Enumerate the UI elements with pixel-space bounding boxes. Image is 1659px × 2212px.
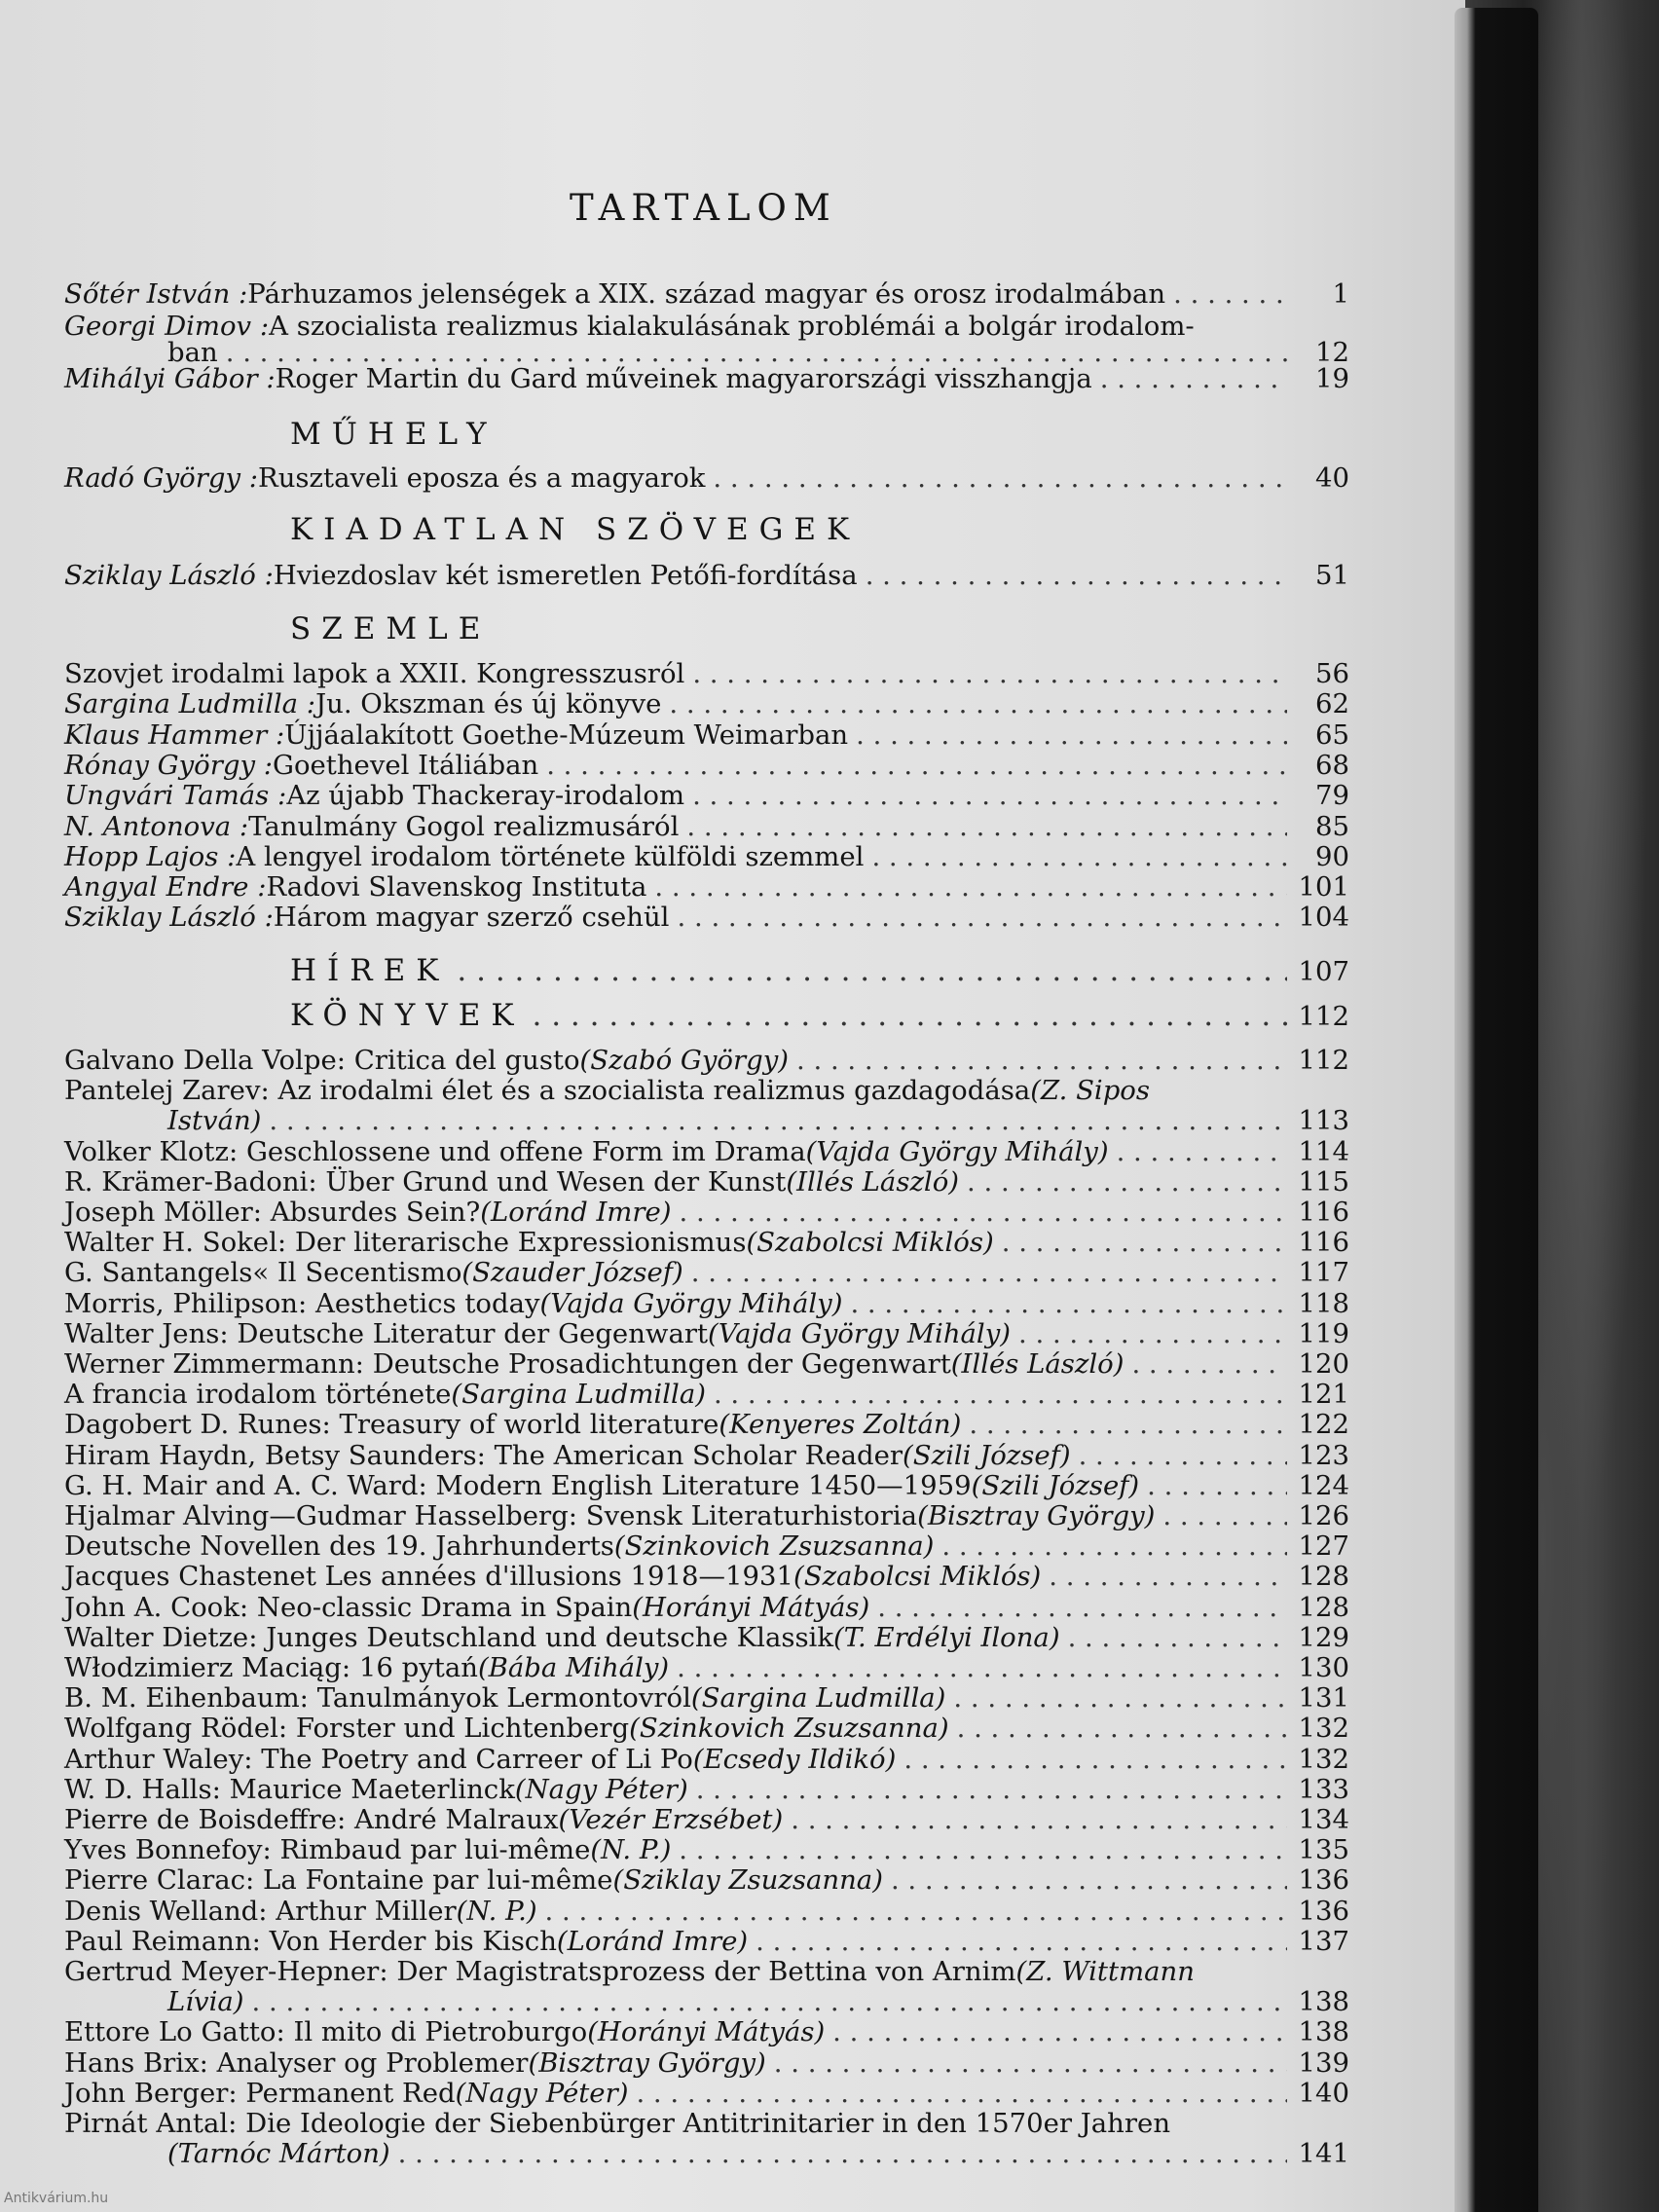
leader-dots <box>546 749 1287 782</box>
page-number: 139 <box>1298 2046 1349 2079</box>
page-number: 121 <box>1298 1379 1349 1411</box>
entry-author: Hopp Lajos : <box>64 840 237 872</box>
toc-entry <box>64 1499 1349 1532</box>
page-number: 134 <box>1298 1804 1349 1835</box>
reviewer: (Sziklay Zsuzsanna) <box>612 1864 883 1897</box>
leader-dots <box>692 779 1287 812</box>
leader-dots <box>677 1651 1287 1684</box>
entry-author: Ungvári Tamás : <box>64 780 287 812</box>
page-number: 116 <box>1298 1197 1349 1228</box>
reviewer: (Illés László) <box>786 1165 960 1198</box>
page-number: 130 <box>1298 1652 1349 1683</box>
leader-dots <box>774 2046 1287 2080</box>
leader-dots <box>796 1044 1287 1077</box>
page-number: 135 <box>1298 1834 1349 1866</box>
leader-dots <box>877 1591 1287 1624</box>
leader-dots <box>677 901 1287 934</box>
reviewer: (N. P.) <box>456 1895 537 1927</box>
toc-entry <box>64 901 1349 934</box>
page-number: 56 <box>1315 658 1349 689</box>
entry-author: Sziklay László : <box>64 560 274 591</box>
page-number: 127 <box>1298 1530 1349 1563</box>
toc-entry <box>64 749 1349 782</box>
page-number: 107 <box>1298 956 1349 987</box>
toc-entry <box>64 1044 1349 1077</box>
page-number: 19 <box>1315 363 1349 394</box>
reviewer: (Szinkovich Zsuzsanna) <box>629 1713 949 1745</box>
reviewer: (Horányi Mátyás) <box>632 1591 870 1623</box>
page-number: 126 <box>1298 1500 1349 1531</box>
reviewer: (Szinkovich Zsuzsanna) <box>613 1530 935 1563</box>
book-title: Galvano Della Volpe: Critica del gusto <box>64 1045 580 1076</box>
entry-author: Sziklay László : <box>64 902 274 934</box>
book-title: Walter Dietze: Junges Deutschland und deutsche Klassik <box>64 1621 834 1653</box>
page-number: 115 <box>1298 1165 1349 1198</box>
reviewer-continued: (Tarnóc Márton) <box>167 2138 390 2170</box>
section-heading-muhely: MŰHELY <box>290 417 498 452</box>
toc-entry <box>64 1135 1349 1168</box>
book-title: Werner Zimmermann: Deutsche Prosadichtungen der Gegenwart <box>64 1348 951 1380</box>
toc-entry <box>64 1256 1349 1289</box>
page-number: 90 <box>1315 840 1349 872</box>
page-number: 137 <box>1298 1925 1349 1957</box>
toc-entry <box>64 1317 1349 1350</box>
book-title: Ettore Lo Gatto: Il mito di Pietroburgo <box>64 2016 588 2048</box>
entry-author: Angyal Endre : <box>64 871 267 903</box>
book-title: Arthur Waley: The Poetry and Carreer of Li Po <box>64 1743 693 1775</box>
book-title: John Berger: Permanent Red <box>64 2077 456 2109</box>
toc-entry <box>64 1681 1349 1714</box>
toc-entry <box>64 559 1349 592</box>
reviewer: (Vajda György Mihály) <box>539 1287 843 1319</box>
entry-title: Roger Martin du Gard műveinek magyarországi visszhangja <box>275 363 1092 394</box>
leader-dots <box>692 657 1287 690</box>
leader-dots <box>832 2015 1287 2048</box>
book-title: Włodzimierz Maciąg: 16 pytań <box>64 1652 478 1683</box>
toc-entry <box>64 1863 1349 1897</box>
page-number: 140 <box>1298 2077 1349 2109</box>
toc-entry <box>64 779 1349 812</box>
book-title: B. M. Eihenbaum: Tanulmányok Lermontovról <box>64 1682 691 1714</box>
page-number: 114 <box>1298 1135 1349 1167</box>
leader-dots <box>941 1530 1287 1563</box>
toc-entry <box>64 1196 1349 1229</box>
entry-author: Radó György : <box>64 462 258 494</box>
toc-entry <box>64 1378 1349 1411</box>
leader-dots <box>1173 277 1287 311</box>
page-number: 138 <box>1298 1986 1349 2018</box>
reviewer: (Sargina Ludmilla) <box>451 1379 706 1411</box>
book-title: Wolfgang Rödel: Forster und Lichtenberg <box>64 1713 630 1745</box>
page-number: 136 <box>1298 1864 1349 1897</box>
toc-entry <box>167 1104 1349 1137</box>
leader-dots <box>545 1895 1287 1928</box>
toc-entry <box>64 1895 1349 1928</box>
leader-dots <box>654 870 1287 903</box>
book-title: Yves Bonnefoy: Rimbaud par lui-même <box>64 1834 591 1866</box>
page-number: 112 <box>1298 1001 1349 1032</box>
page-number: 51 <box>1315 560 1349 591</box>
book-title: A francia irodalom története <box>64 1379 452 1411</box>
toc-entry <box>64 1347 1349 1381</box>
page-number: 85 <box>1315 810 1349 842</box>
reviewer: (Bisztray György) <box>528 2046 766 2079</box>
reviewer: (Szabolcsi Miklós) <box>793 1561 1042 1593</box>
page-number: 116 <box>1298 1227 1349 1259</box>
section-title: HÍREK <box>290 953 450 988</box>
leader-dots <box>791 1803 1287 1836</box>
leader-dots <box>1100 362 1287 395</box>
entry-title: A szocialista realizmus kialakulásának problémái a bolgár irodalom- <box>269 311 1195 342</box>
page-number: 128 <box>1298 1561 1349 1593</box>
toc-entry <box>64 870 1349 903</box>
page-number: 104 <box>1298 902 1349 934</box>
reviewer: (Nagy Péter) <box>455 2077 629 2109</box>
leader-dots <box>252 1985 1287 2018</box>
leader-dots <box>1162 1499 1287 1532</box>
page-number: 118 <box>1298 1287 1349 1319</box>
book-title: Jacques Chastenet Les années d'illusions 1918—1931 <box>64 1561 793 1593</box>
page-number: 124 <box>1298 1469 1349 1501</box>
reviewer: (Szili József) <box>971 1469 1140 1501</box>
entry-title: Ju. Okszman és új könyve <box>315 688 662 720</box>
leader-dots <box>679 1833 1287 1866</box>
section-title: KÖNYVEK <box>290 998 525 1033</box>
leader-dots <box>891 1863 1287 1897</box>
book-title: Pierre Clarac: La Fontaine par lui-même <box>64 1864 613 1897</box>
reviewer: (Kenyeres Zoltán) <box>719 1409 962 1441</box>
entry-title: Tanulmány Gogol realizmusáról <box>248 810 680 842</box>
page-number: 132 <box>1298 1713 1349 1745</box>
reviewer: (Vezér Erzsébet) <box>558 1804 784 1835</box>
toc-entry <box>64 1955 1349 1988</box>
leader-dots <box>269 1104 1287 1137</box>
book-title: Volker Klotz: Geschlossene und offene Form im Drama <box>64 1135 806 1167</box>
leader-dots <box>756 1925 1287 1958</box>
page-number: 68 <box>1315 749 1349 781</box>
entry-title: Radovi Slavenskog Instituta <box>266 871 647 903</box>
toc-entry <box>64 1833 1349 1866</box>
entry-title: Újjáalakított Goethe-Múzeum Weimarban <box>284 719 849 751</box>
leader-dots <box>680 1196 1287 1229</box>
leader-dots <box>850 1287 1287 1320</box>
toc-entry <box>64 1743 1349 1776</box>
leader-dots <box>1018 1317 1287 1350</box>
leader-dots <box>903 1743 1287 1776</box>
page-number: 79 <box>1315 780 1349 812</box>
book-title: Hiram Haydn, Betsy Saunders: The American Scholar Reader <box>64 1439 903 1471</box>
leader-dots <box>1002 1226 1287 1259</box>
toc-entry <box>64 277 1349 311</box>
page-title: TARTALOM <box>570 187 837 229</box>
entry-title: Rusztaveli eposza és a magyarok <box>258 462 706 494</box>
section-heading-kiadatlan: KIADATLAN SZÖVEGEK <box>290 512 861 547</box>
book-title: Pierre de Boisdeffre: André Malraux <box>64 1804 559 1835</box>
reviewer: (Vajda György Mihály) <box>805 1135 1109 1167</box>
book-cover-edge <box>1455 8 1538 2212</box>
toc-entry <box>64 1621 1349 1654</box>
reviewer: (Sargina Ludmilla) <box>690 1682 946 1714</box>
toc-entry <box>64 362 1349 395</box>
toc-entry <box>64 461 1349 495</box>
entry-author: Sargina Ludmilla : <box>64 688 316 720</box>
reviewer: (Z. Sipos <box>1030 1075 1150 1107</box>
reviewer: (Illés László) <box>950 1348 1124 1380</box>
book-title: Dagobert D. Runes: Treasury of world literature <box>64 1409 719 1441</box>
toc-entry <box>64 1530 1349 1563</box>
leader-dots <box>1079 1439 1287 1472</box>
toc-entry <box>64 1773 1349 1806</box>
leader-dots <box>533 999 1287 1032</box>
page-number: 136 <box>1298 1895 1349 1927</box>
toc-entry <box>64 2077 1349 2110</box>
page-number: 120 <box>1298 1348 1349 1380</box>
reviewer: (Nagy Péter) <box>514 1773 688 1805</box>
leader-dots <box>398 2137 1287 2170</box>
leader-dots <box>669 687 1287 720</box>
toc-entry <box>64 1803 1349 1836</box>
toc-entry <box>64 657 1349 690</box>
leader-dots <box>691 1256 1287 1289</box>
section-heading-szemle: SZEMLE <box>290 611 492 646</box>
entry-title: Szovjet irodalmi lapok a XXII. Kongresszusról <box>64 658 685 689</box>
leader-dots <box>1117 1135 1287 1168</box>
leader-dots <box>636 2077 1287 2110</box>
reviewer: (N. P.) <box>590 1834 672 1866</box>
leader-dots <box>856 719 1287 752</box>
leader-dots <box>957 1712 1287 1745</box>
book-title: Denis Welland: Arthur Miller <box>64 1895 457 1927</box>
page-number: 129 <box>1298 1621 1349 1653</box>
toc-entry <box>64 2046 1349 2080</box>
reviewer: (Vajda György Mihály) <box>708 1317 1011 1349</box>
reviewer: (T. Erdélyi Ilona) <box>833 1621 1060 1653</box>
toc-entry <box>167 1985 1349 2018</box>
toc-entry <box>64 840 1349 873</box>
toc-entry <box>64 1651 1349 1684</box>
toc-entry <box>64 2107 1349 2140</box>
leader-dots <box>457 954 1287 987</box>
toc-entry <box>64 1591 1349 1624</box>
page-number: 117 <box>1298 1257 1349 1289</box>
toc-entry <box>64 2015 1349 2048</box>
page-number: 113 <box>1298 1105 1349 1137</box>
page-number: 122 <box>1298 1409 1349 1441</box>
entry-title: Párhuzamos jelenségek a XIX. század magyar és orosz irodalmában <box>247 278 1166 310</box>
toc-entry <box>64 687 1349 720</box>
book-title: John A. Cook: Neo-classic Drama in Spain <box>64 1591 633 1623</box>
leader-dots <box>953 1681 1287 1714</box>
reviewer: (Z. Wittmann <box>1015 1956 1195 1987</box>
entry-author: Sőtér István : <box>64 278 248 310</box>
book-title: Walter Jens: Deutsche Literatur der Gegenwart <box>64 1317 709 1349</box>
entry-title: Goethevel Itáliában <box>273 749 539 781</box>
toc-entry <box>64 1408 1349 1441</box>
book-title: Joseph Möller: Absurdes Sein? <box>64 1197 481 1228</box>
leader-dots <box>1068 1621 1287 1654</box>
toc-entry <box>64 1469 1349 1502</box>
leader-dots <box>967 1165 1287 1198</box>
page-number: 133 <box>1298 1773 1349 1805</box>
entry-author: Georgi Dimov : <box>64 311 270 342</box>
page-number: 112 <box>1298 1045 1349 1076</box>
leader-dots <box>1147 1469 1287 1502</box>
book-title: Deutsche Novellen des 19. Jahrhunderts <box>64 1530 614 1563</box>
toc-entry <box>167 2137 1349 2170</box>
page-number: 119 <box>1298 1317 1349 1349</box>
toc-entry <box>64 1074 1349 1107</box>
section-heading-hirek <box>290 954 1349 987</box>
reviewer-continued: Lívia) <box>167 1986 244 2018</box>
reviewer: (Szabolcsi Miklós) <box>746 1227 994 1259</box>
leader-dots <box>1131 1347 1287 1381</box>
entry-title: A lengyel irodalom története külföldi szemmel <box>236 840 865 872</box>
toc-entry <box>64 1226 1349 1259</box>
page-number: 132 <box>1298 1743 1349 1775</box>
entry-title-continued: ban <box>167 337 218 368</box>
reviewer: (Loránd Imre) <box>556 1925 749 1957</box>
book-title: Hjalmar Alving—Gudmar Hasselberg: Svensk Literaturhistoria <box>64 1500 918 1531</box>
book-title: R. Krämer-Badoni: Über Grund und Wesen der Kunst <box>64 1165 787 1198</box>
book-title: Pantelej Zarev: Az irodalmi élet és a szocialista realizmus gazdagodása <box>64 1075 1031 1107</box>
page-number: 128 <box>1298 1591 1349 1623</box>
book-title: Walter H. Sokel: Der literarische Expressionismus <box>64 1227 747 1259</box>
reviewer: (Ecsedy Ildikó) <box>692 1743 897 1775</box>
page-number: 1 <box>1332 278 1349 310</box>
leader-dots <box>713 461 1287 495</box>
book-title: Morris, Philipson: Aesthetics today <box>64 1287 540 1319</box>
reviewer: (Horányi Mátyás) <box>587 2016 826 2048</box>
page-number: 62 <box>1315 688 1349 720</box>
entry-author: N. Antonova : <box>64 810 249 842</box>
leader-dots <box>686 810 1287 843</box>
book-title: Pirnát Antal: Die Ideologie der Siebenbürger Antitrinitarier in den 1570er Jahren <box>64 2108 1171 2139</box>
toc-entry <box>64 719 1349 752</box>
page-number: 65 <box>1315 719 1349 751</box>
entry-title: Az újabb Thackeray-irodalom <box>286 780 685 812</box>
watermark: Antikvárium.hu <box>4 2191 109 2206</box>
book-title: Paul Reimann: Von Herder bis Kisch <box>64 1925 557 1957</box>
page-number: 131 <box>1298 1682 1349 1714</box>
toc-entry <box>64 1925 1349 1958</box>
leader-dots <box>696 1773 1287 1806</box>
leader-dots <box>714 1378 1287 1411</box>
page-number: 12 <box>1315 337 1349 368</box>
book-title: W. D. Halls: Maurice Maeterlinck <box>64 1773 515 1805</box>
entry-author: Mihályi Gábor : <box>64 363 276 394</box>
reviewer: (Szili József) <box>903 1439 1071 1471</box>
leader-dots <box>871 840 1287 873</box>
reviewer: (Bába Mihály) <box>477 1652 670 1683</box>
book-title: G. Santangels« Il Secentismo <box>64 1257 462 1289</box>
toc-entry <box>64 1560 1349 1593</box>
leader-dots <box>866 559 1287 592</box>
page-number: 123 <box>1298 1439 1349 1471</box>
leader-dots <box>969 1408 1287 1441</box>
entry-author: Rónay György : <box>64 749 273 781</box>
reviewer-continued: István) <box>167 1105 262 1137</box>
toc-entry <box>64 1165 1349 1198</box>
reviewer: (Loránd Imre) <box>480 1197 672 1228</box>
book-title: Gertrud Meyer-Hepner: Der Magistratsprozess der Bettina von Arnim <box>64 1956 1016 1987</box>
page-number: 40 <box>1315 462 1349 494</box>
toc-entry <box>64 1439 1349 1472</box>
toc-entry <box>64 1287 1349 1320</box>
page-number: 101 <box>1298 871 1349 903</box>
reviewer: (Szabó György) <box>579 1045 789 1076</box>
toc-entry <box>64 1712 1349 1745</box>
toc-entry <box>64 810 1349 843</box>
entry-title: Hviezdoslav két ismeretlen Petőfi-fordítása <box>273 560 858 591</box>
page-number: 138 <box>1298 2016 1349 2048</box>
reviewer: (Bisztray György) <box>917 1500 1156 1531</box>
section-heading-konyvek <box>290 999 1349 1032</box>
book-title: G. H. Mair and A. C. Ward: Modern English Literature 1450—1959 <box>64 1469 972 1501</box>
leader-dots <box>1049 1560 1287 1593</box>
book-title: Hans Brix: Analyser og Problemer <box>64 2046 529 2079</box>
reviewer: (Szauder József) <box>461 1257 683 1289</box>
entry-author: Klaus Hammer : <box>64 719 285 751</box>
entry-title: Három magyar szerző csehül <box>273 902 670 934</box>
page-number: 141 <box>1298 2138 1349 2170</box>
